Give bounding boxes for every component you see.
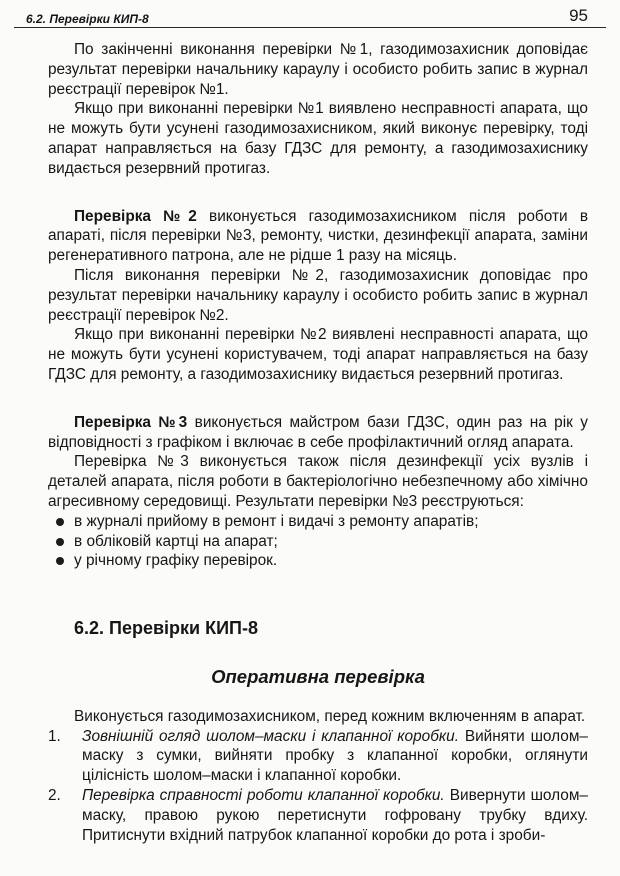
paragraph-check-3 bbox=[48, 413, 588, 453]
section-heading: 6.2. Перевірки КИП-8 bbox=[74, 618, 258, 639]
step-title: Зовнішній огляд шолом–маски і клапанної коробки. bbox=[82, 727, 459, 745]
paragraph: Після виконання перевірки №2, газодимозахисник доповідає про результат перевірки начальнику караулу і особисто робить запис в журнал реєстрації перевірок №2. bbox=[48, 266, 588, 324]
list-number: 1. bbox=[48, 727, 61, 745]
subsection-heading: Оперативна перевірка bbox=[211, 665, 425, 687]
term-bold: Перевірка №2 bbox=[74, 207, 197, 225]
paragraph-text: виконується газодимозахисником після роботи в апараті, після перевірки №3, ремонту, чистки, дезинфекції апарата, заміни регенеративного патрона, але не рідше 1 разу на місяць. bbox=[48, 207, 588, 265]
spacer bbox=[48, 687, 588, 707]
list-item bbox=[48, 727, 588, 786]
paragraph: Перевірка №3 виконується також після дезинфекції усіх вузлів і деталей апарата, після роботи в бактеріологічно небезпечному або хімічно агресивному середовищі. Результати перевірки №3 реєструються: bbox=[48, 453, 588, 510]
running-title: 6.2. Перевірки КИП-8 bbox=[26, 12, 149, 26]
spacer bbox=[48, 639, 588, 667]
paragraph: Якщо при виконанні перевірки №1 виявлено несправності апарата, що не можуть бути усунені газодимозахисником, який виконує перевірку, тоді апарат направляється на базу ГДЗС для ремонту, а газодимозахиснику видається резервний протигаз. bbox=[48, 100, 588, 177]
step-title: Перевірка справності роботи клапанної коробки. bbox=[82, 786, 445, 804]
term-bold: Перевірка №3 bbox=[74, 413, 188, 431]
spacer bbox=[48, 571, 588, 599]
list-item bbox=[48, 786, 588, 845]
numbered-list bbox=[48, 727, 588, 846]
paragraph: По закінченні виконання перевірки №1, газодимозахисник доповідає результат перевірки начальнику караулу і особисто робить запис в журнал реєстрації перевірок №1. bbox=[48, 41, 588, 98]
paragraph: Виконується газодимозахисником, перед кожним включенням в апарат. bbox=[74, 707, 586, 725]
list-item: в журналі прийому в ремонт і видачі з ремонту апаратів; bbox=[48, 512, 588, 532]
paragraph-check-2 bbox=[48, 207, 588, 266]
page-number: 95 bbox=[569, 6, 588, 25]
page-body bbox=[48, 40, 588, 845]
step-text: Вийняти шолом–маску з сумки, вийняти пробку з клапанної коробки, оглянути цілісність шолом–маски і клапанної коробки. bbox=[82, 727, 588, 785]
list-item: в обліковій картці на апарат; bbox=[48, 532, 588, 552]
list-item: у річному графіку перевірок. bbox=[48, 551, 588, 571]
header-rule bbox=[14, 27, 606, 28]
bullet-list bbox=[48, 512, 588, 571]
running-header bbox=[14, 4, 606, 26]
step-text: Вивернути шолом–маску, правою рукою перетиснути гофровану трубку вдиху. Притиснути вхідний патрубок клапанної коробки до рота і зроби- bbox=[82, 786, 588, 844]
paragraph: Якщо при виконанні перевірки №2 виявлені несправності апарата, що не можуть бути усунені користувачем, тоді апарат направляється на базу ГДЗС для ремонту, а газодимозахиснику видається резервний протигаз. bbox=[48, 326, 588, 383]
spacer bbox=[48, 385, 588, 413]
list-number: 2. bbox=[48, 786, 61, 804]
spacer bbox=[48, 599, 588, 619]
spacer bbox=[48, 179, 588, 207]
paragraph-text: виконується майстром бази ГДЗС, один раз на рік у відповідності з графіком і включає в себе профілактичний огляд апарата. bbox=[48, 413, 588, 451]
